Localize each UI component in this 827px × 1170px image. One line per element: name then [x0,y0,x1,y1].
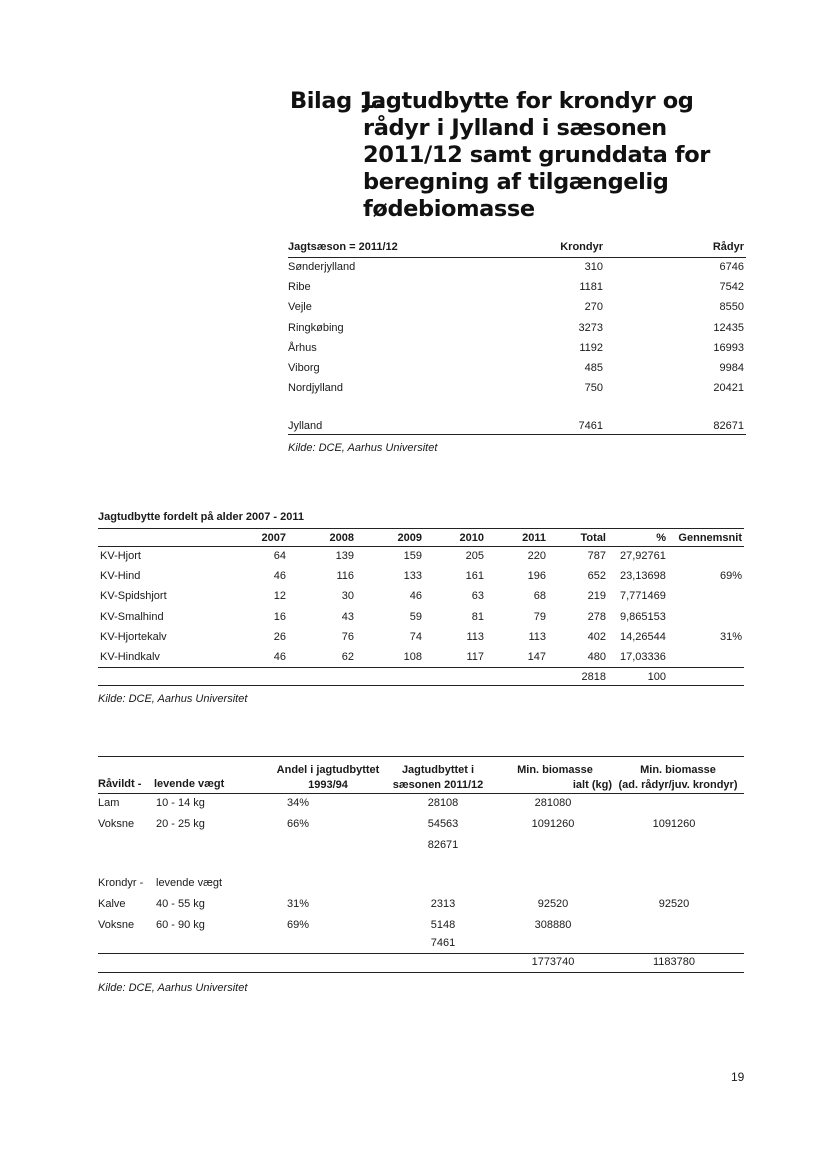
table-header [98,757,744,794]
value-2010: 205 [465,550,484,562]
table-row [288,258,746,278]
header-percent: % [656,532,666,544]
header-raadyr: Rådyr [712,241,744,253]
krondyr-value: 750 [584,382,603,395]
table-sum-row [98,953,744,973]
table-row [98,815,744,836]
share: 31% [286,898,310,911]
value-2010: 63 [471,590,484,603]
table-caption: Jagtudbytte fordelt på alder 2007 - 2011 [98,511,305,523]
header-biomass-adult-line2: (ad. rådyr/juv. krondyr) [618,779,738,791]
value-percent: 17,03336 [620,650,666,663]
value-2008: 139 [335,550,354,562]
raadyr-value: 16993 [713,341,744,354]
table-sum-row [98,668,744,686]
category: KV-Smalhind [100,610,164,623]
value-average: 69% [719,570,742,583]
header-2011: 2011 [522,532,546,544]
raadyr-value: 7542 [719,281,744,294]
table-header [98,529,744,547]
table-biomass [98,756,744,973]
value-2008: 43 [341,610,354,623]
value-2007: 12 [273,590,286,603]
weight: 20 - 25 kg [156,817,205,830]
region: Sønderjylland [288,261,356,273]
table-row [288,379,746,399]
table-row [98,628,744,648]
krondyr-value: 1181 [579,281,603,294]
header-weight: levende vægt [154,778,225,790]
krondyr-value: 270 [584,301,603,314]
share: 69% [286,918,310,931]
region: Ringkøbing [288,321,344,334]
value-2010: 113 [466,630,484,643]
value-2009: 108 [403,650,422,663]
value-2009: 46 [409,590,422,603]
raadyr-value: 6746 [719,261,744,273]
header-harvest [368,760,508,790]
page-number: 19 [731,1070,745,1084]
value-2011: 113 [528,630,546,643]
harvest: 2313 [430,898,456,911]
table-row [98,648,744,668]
value-2010: 161 [465,570,484,583]
table-row [288,339,746,359]
value-total: 652 [587,570,606,583]
table-spacer [98,856,744,874]
header-harvest-line2: sæsonen 2011/12 [392,779,484,791]
category: KV-Hjortekalv [100,630,167,643]
value-2009: 133 [403,570,422,583]
category: KV-Hjort [100,550,141,562]
header-2008: 2008 [329,532,354,544]
biomass-adult: 1091260 [652,817,696,830]
value-2007: 16 [273,610,286,623]
header-biomass-line1: Min. biomasse [517,764,593,776]
value-2007: 26 [273,630,286,643]
value-2011: 196 [527,570,546,583]
header-biomass-line2: ialt (kg) [572,779,612,791]
age-class: Voksne [98,918,135,931]
age-class: Lam [98,797,120,809]
value-total: 787 [587,550,606,562]
value-2007: 46 [273,570,286,583]
header-2007: 2007 [261,532,286,544]
value-2010: 81 [471,610,484,623]
value-2010: 117 [466,650,484,663]
biomass-total: 308880 [534,918,572,931]
header-share-line1: Andel i jagtudbyttet [276,764,380,776]
biomass-total: 281080 [534,797,572,809]
red-deer-total: 7461 [430,936,456,949]
header-season: Jagtsæson = 2011/12 [288,241,398,253]
table-row [288,359,746,379]
value-2008: 76 [341,630,354,643]
region: Ribe [288,281,311,294]
header-biomass-adult [612,760,744,790]
share: 34% [286,797,310,809]
biomass-adult: 92520 [658,898,690,911]
table-source: Kilde: DCE, Aarhus Universitet [98,693,248,705]
value-percent: 14,26544 [620,630,666,643]
table-row [98,874,744,895]
harvest: 28108 [427,797,459,809]
weight: 10 - 14 kg [156,797,205,809]
header-krondyr: Krondyr [560,241,603,253]
category: KV-Hind [100,570,141,583]
region: Vejle [288,301,312,314]
weight: 60 - 90 kg [156,918,205,931]
total-label: Jylland [288,420,323,433]
header-biomass-adult-line1: Min. biomasse [640,764,716,776]
table-header [288,238,746,258]
header-species: Råvildt - [98,778,142,790]
category: KV-Hindkalv [100,650,160,663]
raadyr-value: 12435 [713,321,744,334]
roe-total: 82671 [427,838,459,851]
value-2007: 46 [273,650,286,663]
value-percent: 27,92761 [620,550,666,562]
table-row [98,587,744,607]
header-total: Total [580,532,606,544]
header-average: Gennemsnit [678,532,742,544]
krondyr-value: 1192 [579,341,603,354]
raadyr-value: 9984 [719,361,744,374]
biomass-total: 1091260 [531,817,575,830]
value-percent: 23,13698 [620,570,666,583]
sum-biomass-adult: 1183780 [652,955,695,968]
table-row [288,319,746,339]
table-harvest-by-region [288,238,746,454]
sum-total: 2818 [581,670,606,683]
share: 66% [286,817,310,830]
species-label: Krondyr - [98,877,144,890]
value-total: 219 [587,590,606,603]
krondyr-value: 3273 [578,321,603,334]
raadyr-value: 8550 [719,301,744,314]
weight: 40 - 55 kg [156,898,205,911]
total-krondyr: 7461 [578,420,603,433]
header-2010: 2010 [459,532,484,544]
age-class: Kalve [98,898,126,911]
table-row [98,916,744,937]
title-prefix: Bilag 1. [290,88,383,114]
header-share-line2: 1993/94 [308,779,348,791]
value-total: 278 [587,610,606,623]
region: Viborg [288,361,320,374]
sum-percent: 100 [647,670,666,683]
value-2009: 74 [409,630,422,643]
header-2009: 2009 [397,532,422,544]
title-text: Jagtudbytte for krondyr og rådyr i Jylland i sæsonen 2011/12 samt grunddata for beregning af tilgængelig fødebiomasse [363,88,710,222]
value-2011: 220 [527,550,546,562]
krondyr-value: 485 [584,361,603,374]
value-percent: 9,865153 [620,610,666,623]
raadyr-value: 20421 [713,382,744,395]
value-percent: 7,771469 [620,590,666,603]
krondyr-value: 310 [584,261,603,273]
value-2011: 68 [533,590,546,603]
value-2007: 64 [273,550,286,562]
value-2011: 147 [527,650,546,663]
harvest: 5148 [430,918,456,931]
table-row [98,895,744,916]
value-2011: 79 [533,610,546,623]
value-average: 31% [719,630,742,643]
harvest: 54563 [427,817,459,830]
table-total-row [288,417,746,435]
header-harvest-line1: Jagtudbyttet i [401,764,475,776]
value-2009: 159 [403,550,422,562]
region: Nordjylland [288,382,344,395]
age-class: Voksne [98,817,135,830]
table-row [98,567,744,587]
value-2008: 62 [341,650,354,663]
value-2009: 59 [409,610,422,623]
total-raadyr: 82671 [713,420,744,433]
table-row [98,794,744,815]
region: Århus [288,341,317,354]
table-row [288,278,746,298]
sum-biomass-total: 1773740 [531,955,575,968]
table-row [98,836,744,857]
table-row [98,608,744,628]
value-total: 480 [587,650,606,663]
table-harvest-by-age [98,528,744,686]
table-row [98,547,744,567]
header-biomass-total [498,760,612,790]
table-row [288,298,746,318]
value-2008: 116 [336,570,354,583]
weight-label: levende vægt [156,877,223,890]
table-source: Kilde: DCE, Aarhus Universitet [288,442,438,454]
value-2008: 30 [341,590,354,603]
value-total: 402 [587,630,606,643]
table-row [98,937,744,953]
category: KV-Spidshjort [100,590,167,603]
table-source: Kilde: DCE, Aarhus Universitet [98,982,248,994]
biomass-total: 92520 [537,898,569,911]
